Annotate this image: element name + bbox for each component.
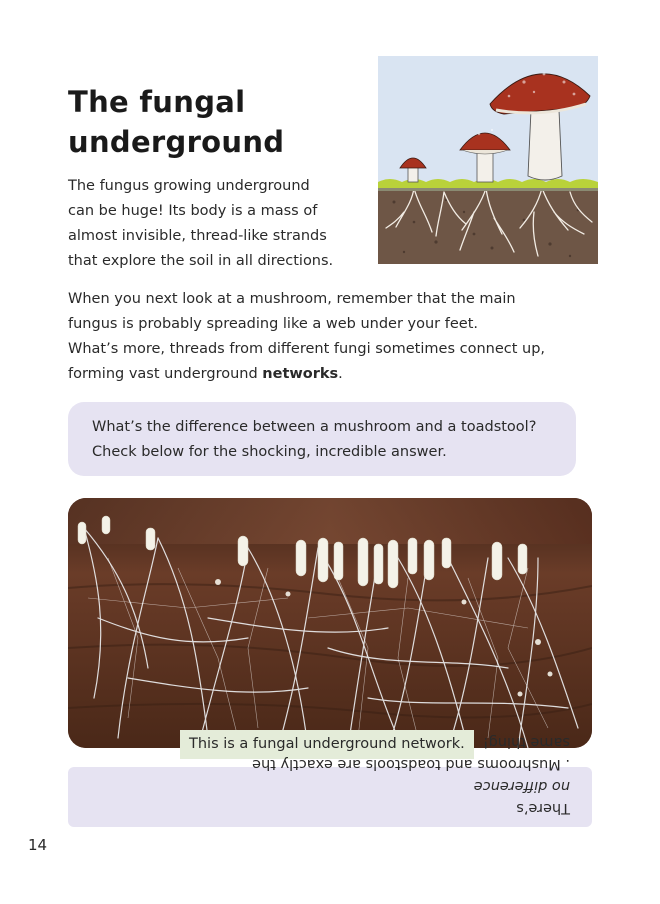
answer-line <box>252 753 570 819</box>
body-line: fungus is probably spreading like a web under your feet. <box>68 316 478 332</box>
body-line: When you next look at a mushroom, remember that the main <box>68 291 516 307</box>
answer-text: . Mushrooms and toadstools are exactly the <box>252 756 570 772</box>
answer-text: There’s <box>516 800 570 816</box>
body-paragraph <box>68 287 598 387</box>
body-line: What’s more, threads from different fungi sometimes connect up, <box>68 341 546 357</box>
body-text: . <box>338 366 343 382</box>
title-line: underground <box>68 125 285 159</box>
intro-paragraph <box>68 174 368 274</box>
body-text: forming vast underground <box>68 366 263 382</box>
answer-line: same thing! <box>482 734 570 750</box>
question-line: What’s the difference between a mushroom and a toadstool? <box>92 419 537 435</box>
answer-emphasis: no difference <box>473 778 570 794</box>
intro-line: can be huge! Its body is a mass of <box>68 203 318 219</box>
body-line <box>68 362 598 387</box>
intro-line: almost invisible, thread-like strands <box>68 228 327 244</box>
page-number: 14 <box>28 836 48 854</box>
photo-caption: This is a fungal underground network. <box>180 730 474 759</box>
mycelium-image <box>68 498 592 748</box>
title-line: The fungal <box>68 85 246 119</box>
networks-keyword: networks <box>262 366 339 382</box>
intro-line: that explore the soil in all directions. <box>68 253 334 269</box>
mushroom-illustration <box>374 52 602 268</box>
page-title <box>68 82 284 162</box>
fungal-network-photo <box>68 498 592 748</box>
intro-line: The fungus growing underground <box>68 178 310 194</box>
question-line: Check below for the shocking, incredible answer. <box>92 444 447 460</box>
question-box <box>68 402 576 476</box>
question-text <box>92 415 536 465</box>
